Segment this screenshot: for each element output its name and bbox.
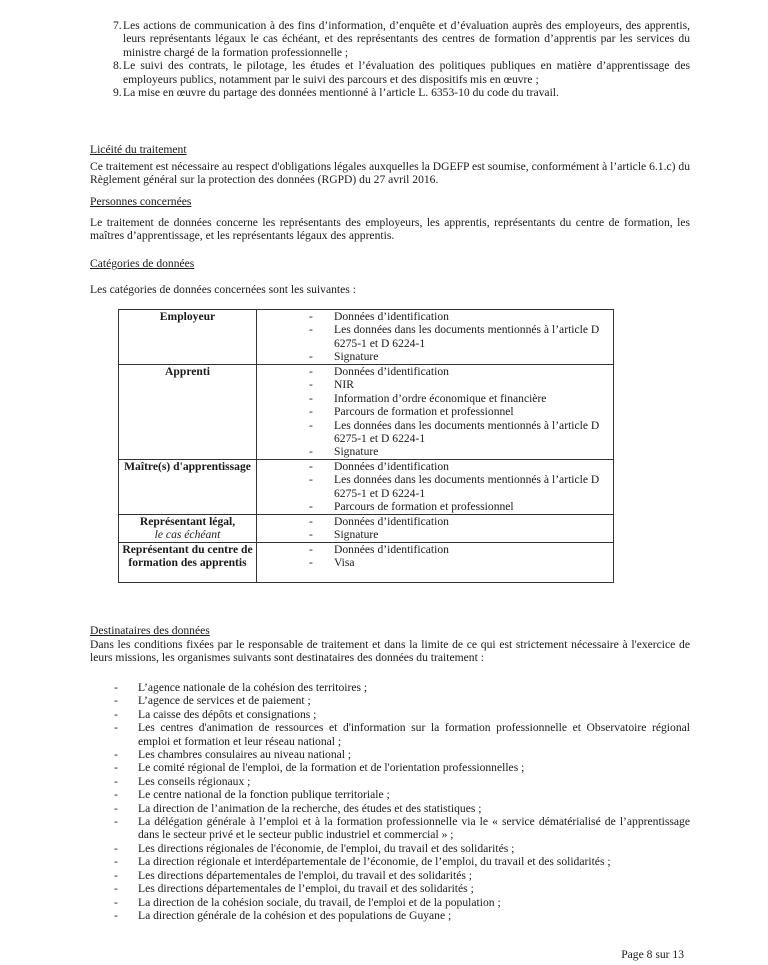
list-item: - Les directions régionales de l'économie, de l'emploi, du travail et des solidarités ;: [114, 841, 515, 855]
category-items: - Données d’identification - Visa: [257, 543, 614, 583]
list-item: - Les conseils régionaux ;: [114, 774, 251, 788]
table-row: [119, 310, 614, 365]
category-items: - Données d’identification - NIR - Information d’ordre économique et financière - Parcours de formation et professionnel - Les données dans les documents mentionnés à l’article D 6275-1 et D 6224-1 - Signature: [257, 365, 614, 460]
personnes-paragraph: Le traitement de données concerne les représentants des employeurs, les apprentis, représentants du centre de formation, les maîtres d’apprentissage, et les représentants légaux des apprentis.: [90, 216, 690, 243]
list-number: 7.: [113, 19, 122, 32]
list-item-text: La mise en œuvre du partage des données mentionné à l’article L. 6353-10 du code du travail.: [123, 86, 559, 100]
destinataires-intro: Dans les conditions fixées par le responsable de traitement et dans la limite de ce qui est strictement nécessaire à l'exercice de leurs missions, les organismes suivants sont destinataires des données du traitement :: [90, 638, 690, 665]
category-item: Signature: [334, 445, 379, 459]
liceite-paragraph: Ce traitement est nécessaire au respect d'obligations légales auxquelles la DGEFP est soumise, conformément à l’article 6.1.c) du Règlement général sur la protection des données (RGPD) du 27 avril 2016.: [90, 160, 690, 187]
table-row: [119, 543, 614, 583]
list-item: [90, 59, 690, 86]
category-item: Données d’identification: [334, 365, 449, 378]
category-item: Données d’identification: [334, 310, 449, 323]
categories-intro: Les catégories de données concernées sont les suivantes :: [90, 283, 356, 296]
recipients-list: [90, 681, 690, 922]
category-item: Les données dans les documents mentionnés à l’article D 6275-1 et D 6224-1: [334, 323, 600, 350]
list-item: - La direction de la cohésion sociale, du travail, de l'emploi et de la population ;: [114, 895, 501, 909]
category-item: Données d’identification: [334, 460, 449, 473]
category-item: Les données dans les documents mentionnés à l’article D 6275-1 et D 6224-1: [334, 418, 600, 446]
category-name: Représentant du centre de formation des apprentis: [119, 543, 257, 583]
list-item: - La caisse des dépôts et consignations ;: [114, 707, 317, 721]
list-item: - La direction de l’animation de la recherche, des études et des statistiques ;: [114, 801, 482, 815]
category-item: Données d’identification: [334, 515, 449, 528]
list-item: - La délégation générale à l’emploi et à la formation professionnelle via le « service dématérialisé de l’apprentissage dans le secteur privé et le secteur public industriel et commercial » ;: [114, 815, 690, 842]
section-heading-liceite: Licéité du traitement: [90, 143, 187, 156]
list-item: [90, 86, 690, 99]
list-item: - L’agence nationale de la cohésion des territoires ;: [114, 681, 368, 694]
category-name: Employeur: [119, 310, 257, 365]
category-name: Représentant légal, le cas échéant: [119, 515, 257, 543]
category-subtitle: le cas échéant: [154, 528, 221, 542]
category-items: - Données d’identification - Signature: [257, 515, 614, 543]
category-item: Les données dans les documents mentionnés à l’article D 6275-1 et D 6224-1: [334, 473, 600, 500]
section-heading-destinataires: Destinataires des données: [90, 624, 210, 637]
category-items: - Données d’identification - Les données dans les documents mentionnés à l’article D 6275-1 et D 6224-1 - Parcours de formation et professionnel: [257, 460, 614, 515]
category-item: Parcours de formation et professionnel: [334, 500, 514, 514]
category-item: Information d’ordre économique et financière: [334, 391, 547, 405]
table-row: [119, 460, 614, 515]
list-item-text: Les actions de communication à des fins d’information, d’enquête et d’évaluation auprès des employeurs, des apprentis, leurs représentants légaux le cas échéant, et des représentants des centres de formation d’apprentis par les services du ministre chargé de la formation professionnelle ;: [123, 19, 690, 59]
category-item: NIR: [334, 378, 354, 392]
category-item: Parcours de formation et professionnel: [334, 405, 514, 419]
category-item: Données d’identification: [334, 543, 449, 556]
category-item: Visa: [334, 556, 355, 570]
list-item: - Les directions départementales de l’emploi, du travail et des solidarités ;: [114, 882, 474, 896]
section-heading-personnes: Personnes concernées: [90, 195, 192, 208]
list-item: - Le centre national de la fonction publique territoriale ;: [114, 788, 390, 802]
table-row: [119, 365, 614, 460]
list-item: - La direction générale de la cohésion et des populations de Guyane ;: [114, 908, 452, 922]
list-item-text: Le suivi des contrats, le pilotage, les études et l’évaluation des politiques publiques en matière d’apprentissage des employeurs publics, notamment par le suivi des parcours et des dispositifs mis en œuvre ;: [123, 59, 690, 86]
category-item: Signature: [334, 350, 379, 364]
purposes-numbered-list: [90, 19, 690, 99]
list-item: - Les directions départementales de l'emploi, du travail et des solidarités ;: [114, 868, 473, 882]
list-number: 8.: [113, 59, 122, 73]
list-item: - La direction régionale et interdépartementale de l’économie, de l’emploi, du travail et des solidarités ;: [114, 855, 611, 869]
data-categories-table: [118, 309, 614, 583]
category-items: - Données d’identification - Les données dans les documents mentionnés à l’article D 6275-1 et D 6224-1 - Signature: [257, 310, 614, 365]
category-item: Signature: [334, 528, 379, 542]
table-row: [119, 515, 614, 543]
list-item: - Le comité régional de l'emploi, de la formation et de l'orientation professionnelles ;: [114, 761, 525, 775]
page-number: Page 8 sur 13: [621, 948, 684, 961]
section-heading-categories: Catégories de données: [90, 257, 195, 270]
list-item: - L’agence de services et de paiement ;: [114, 694, 311, 708]
list-item: - Les chambres consulaires au niveau national ;: [114, 748, 352, 762]
category-name: Apprenti: [119, 365, 257, 460]
list-number: 9.: [113, 86, 122, 100]
list-item: - Les centres d'animation de ressources et d'information sur la formation professionnelle et Observatoire régional emploi et formation et leur réseau national ;: [114, 721, 690, 748]
category-name: Maître(s) d'apprentissage: [119, 460, 257, 515]
list-item: [90, 19, 690, 59]
